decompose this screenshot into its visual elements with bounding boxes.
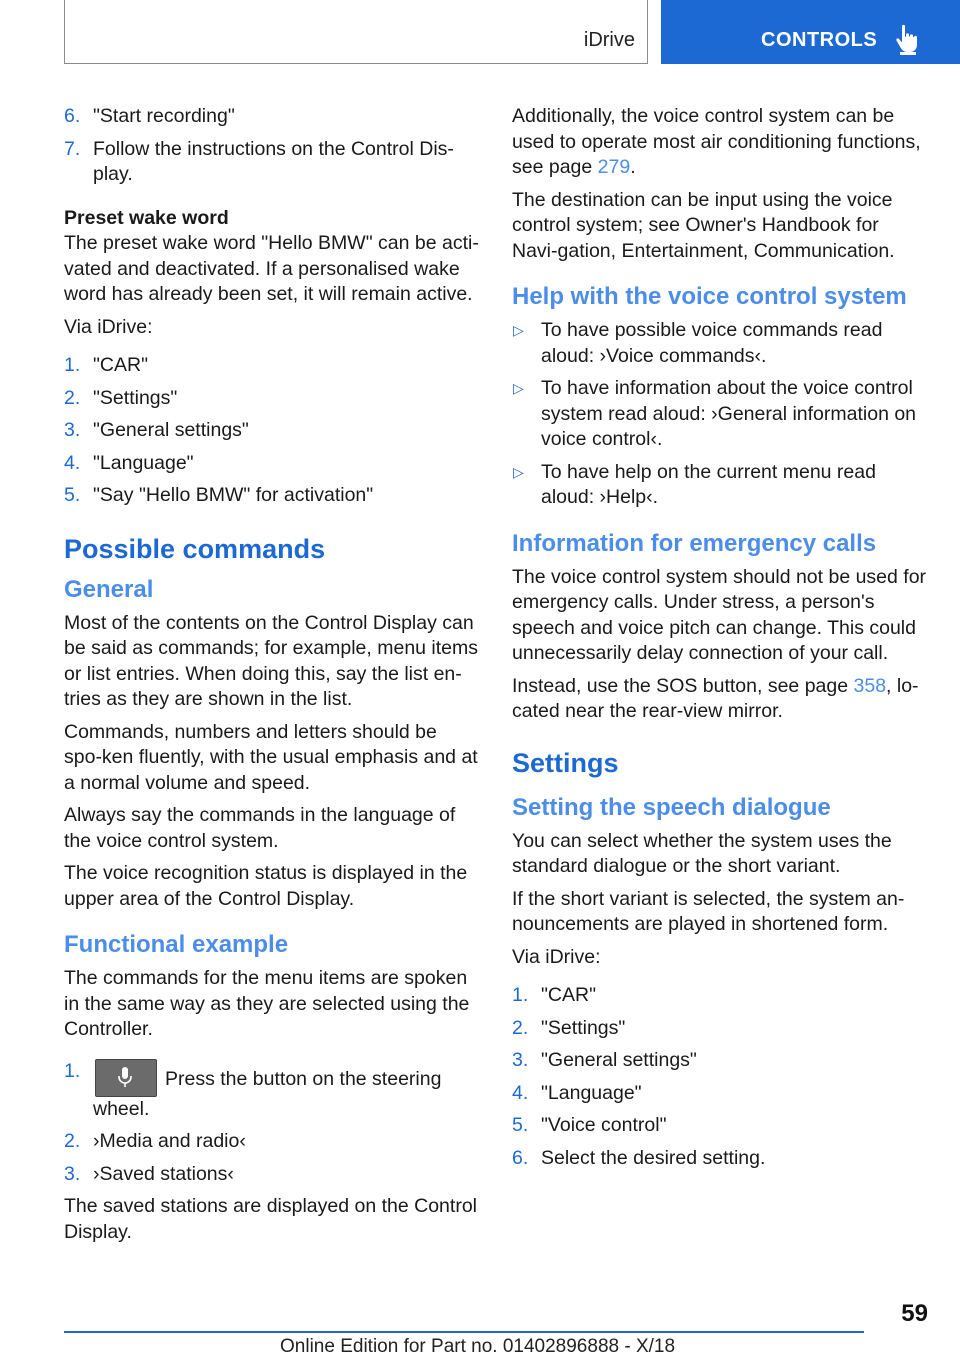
speech-dialogue-heading: Setting the speech dialogue bbox=[512, 793, 831, 821]
general-para: Most of the contents on the Control Display can be said as commands; for example, menu items or list entries. When doing this, say the list en-tries as they are shown in the list. bbox=[64, 611, 479, 710]
list-item: 5. "Voice control" bbox=[512, 1114, 667, 1136]
emergency-para: The voice control system should not be used for emergency calls. Under stress, a person's speech and voice pitch can change. This could unnecessarily delay connection of your call. bbox=[512, 565, 927, 664]
list-item: 6. "Start recording" bbox=[64, 105, 235, 127]
general-para: The voice recognition status is displayed in the upper area of the Control Display. bbox=[64, 862, 468, 910]
general-para: Always say the commands in the language of the voice control system. bbox=[64, 804, 456, 852]
example-end-text: The saved stations are displayed on the Control Display. bbox=[64, 1195, 477, 1243]
list-item: 2. ›Media and radio‹ bbox=[64, 1130, 246, 1152]
air-conditioning-para: Additionally, the voice control system can be used to operate most air conditioning functions, see page 279. bbox=[512, 105, 921, 178]
list-item: 1. Press the button on the steering wheel. bbox=[64, 1059, 442, 1120]
sos-para: Instead, use the SOS button, see page 358, lo-cated near the rear-view mirror. bbox=[512, 674, 919, 722]
voice-button-image bbox=[95, 1059, 157, 1097]
list-item: ▷ To have information about the voice control system read aloud: ›General information on voice control‹. bbox=[513, 377, 917, 450]
hand-pointer-icon bbox=[894, 24, 922, 56]
settings-heading: Settings bbox=[512, 747, 619, 778]
list-item: 6. Select the desired setting. bbox=[512, 1146, 766, 1169]
microphone-icon bbox=[116, 1066, 134, 1090]
via-idrive-label: Via iDrive: bbox=[512, 945, 601, 968]
list-item: 3. "General settings" bbox=[64, 419, 249, 441]
edition-footer: Online Edition for Part no. 01402896888 - X/18 bbox=[280, 1336, 676, 1357]
general-heading: General bbox=[64, 575, 154, 603]
general-para: Commands, numbers and letters should be spo-ken fluently, with the usual emphasis and at a normal volume and speed. bbox=[64, 720, 478, 794]
list-item: 2. "Settings" bbox=[512, 1016, 626, 1039]
wake-word-text: The preset wake word "Hello BMW" can be acti-vated and deactivated. If a personalised wake word has already been set, it will remain active. bbox=[64, 232, 479, 305]
triangle-bullet-icon: ▷ bbox=[513, 463, 524, 480]
speech-para: If the short variant is selected, the system an-nouncements are played in shortened form. bbox=[512, 887, 905, 935]
list-item: 1. "CAR" bbox=[64, 354, 149, 376]
page-number: 59 bbox=[901, 1300, 928, 1327]
wake-word-title: Preset wake word bbox=[64, 206, 229, 229]
list-item: ▷ To have help on the current menu read aloud: ›Help‹. bbox=[513, 460, 876, 508]
list-item: 3. ›Saved stations‹ bbox=[64, 1162, 234, 1185]
page-link[interactable]: 358 bbox=[853, 674, 887, 697]
list-item: 3. "General settings" bbox=[512, 1049, 697, 1071]
list-item: 7. Follow the instructions on the Control Dis-play. bbox=[64, 137, 454, 185]
header-section-box bbox=[64, 0, 648, 64]
page-link[interactable]: 279 bbox=[597, 156, 631, 178]
triangle-bullet-icon: ▷ bbox=[513, 322, 524, 338]
list-item: ▷ To have possible voice commands read aloud: ›Voice commands‹. bbox=[513, 319, 883, 367]
list-item: 4. "Language" bbox=[64, 451, 194, 474]
header-section-title: iDrive bbox=[583, 28, 635, 51]
header-chapter-label: CONTROLS bbox=[761, 28, 878, 51]
list-item: 4. "Language" bbox=[512, 1081, 642, 1104]
via-idrive-label: Via iDrive: bbox=[64, 315, 153, 338]
help-heading: Help with the voice control system bbox=[512, 283, 907, 310]
destination-para: The destination can be input using the voice control system; see Owner's Handbook for Navi-gation, Entertainment, Communication. bbox=[512, 188, 895, 262]
list-item: 1. "CAR" bbox=[512, 984, 597, 1006]
possible-commands-heading: Possible commands bbox=[64, 533, 326, 564]
right-column bbox=[512, 104, 928, 1178]
left-column bbox=[64, 104, 480, 1252]
triangle-bullet-icon: ▷ bbox=[513, 380, 524, 396]
footer-divider bbox=[64, 1331, 864, 1333]
emergency-heading: Information for emergency calls bbox=[512, 529, 877, 557]
functional-example-heading: Functional example bbox=[64, 931, 289, 958]
speech-para: You can select whether the system uses the standard dialogue or the short variant. bbox=[512, 829, 892, 877]
example-text: The commands for the menu items are spoken in the same way as they are selected using the Controller. bbox=[64, 967, 470, 1040]
list-item: 2. "Settings" bbox=[64, 386, 178, 409]
list-item: 5. "Say "Hello BMW" for activation" bbox=[64, 484, 374, 506]
